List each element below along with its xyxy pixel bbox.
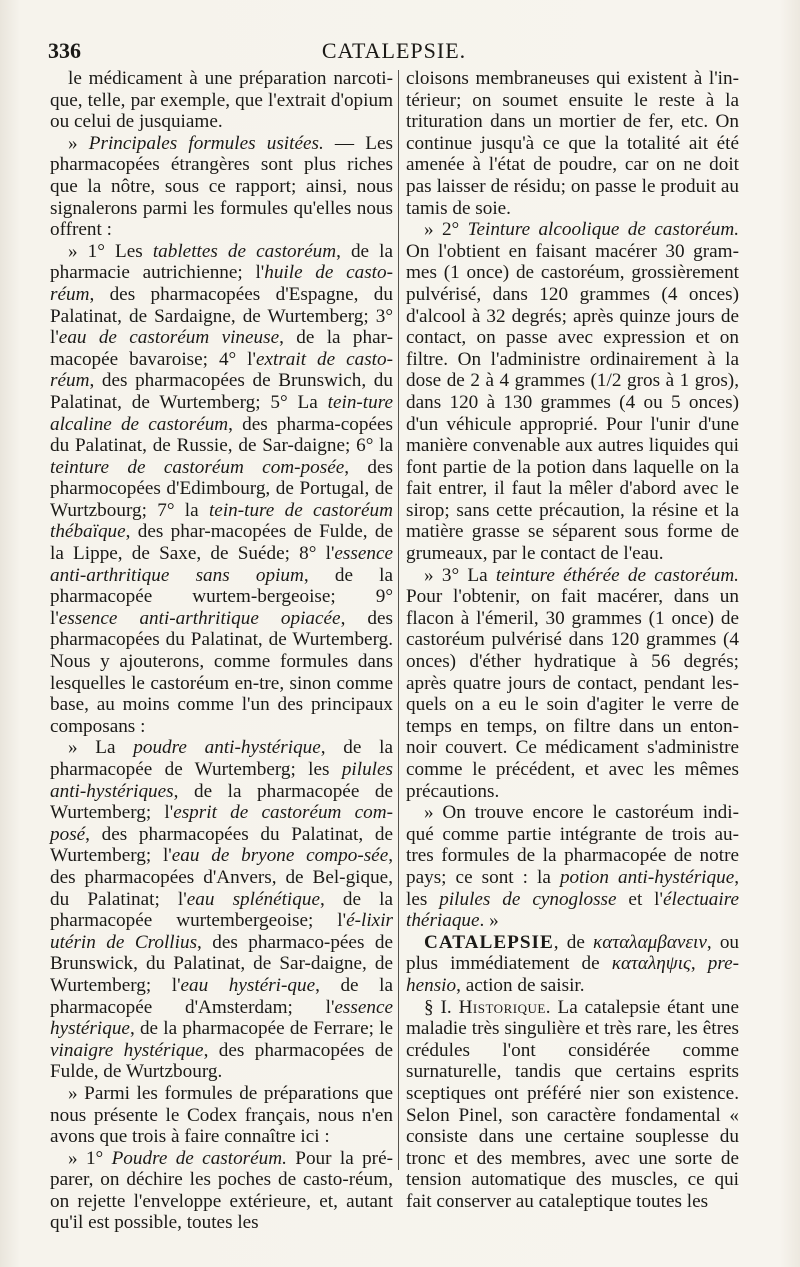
italic-term: essence anti-arthritique sans opium [50, 543, 393, 586]
text-run: , des pharmocopées d'Edimbourg, de Portugal, de Wurtzbourg; 7° la [50, 456, 393, 521]
text-run: » 1° Les [68, 240, 153, 262]
text-run: , de la pharmacopée wurtembergeoise; l' [50, 888, 393, 932]
column-divider [398, 70, 399, 1170]
text-run: , des pharmacopées de Fulde, de Wurtzbourg. [50, 1039, 393, 1083]
italic-term: Principales formules usitées. [88, 132, 324, 154]
text-run: — Les pharmacopées étrangères sont plus riches que la nôtre, sous ce rapport; ainsi, nous signalerons parmi les formules qu'elles nous offrent : [50, 132, 393, 241]
italic-term: eau de castoréum vineuse [58, 327, 280, 349]
text-run: , des pharmacopées du Palatinat, de Wurtemberg; l' [50, 823, 393, 867]
italic-term: vinaigre hystérique [50, 1039, 204, 1061]
italic-term: huile de casto-réum [50, 262, 393, 305]
text-run: , des phar-macopées de Fulde, de la Lippe, de Saxe, de Suéde; 8° l' [50, 521, 393, 565]
italic-term: essence hystérique [50, 996, 393, 1040]
italic-term: καταληψις [611, 953, 691, 975]
text-run: le médicament à une préparation narcoti-que, telle, par exemple, que l'extrait d'opium ou celui de jusquiame. [50, 68, 393, 133]
italic-term: tein-ture alcaline de castoréum [50, 391, 393, 435]
paragraph-p2 [50, 133, 393, 241]
text-run: , des pharmaco-pées de Brunswick, du Palatinat, de Sar-daigne, de Wurtemberg; l' [50, 931, 393, 996]
text-run: » 3° La [424, 564, 496, 586]
page-header [48, 38, 740, 68]
text-run: cloisons membraneuses qui existent à l'in-térieur; on soumet ensuite le reste à la trituration dans un mortier de fer, etc. On continue jusqu'à ce que la totalité ait été amenée à l'état de poudre, car on ne doit pas laisser de résidu; on passe le produit au tamis de soie. [406, 68, 739, 219]
italic-term: poudre anti-hystérique [133, 737, 321, 759]
right-column [406, 68, 739, 1212]
text-run: , des pharmacopées d'Espagne, du Palatinat, de Sardaigne, de Wurtemberg; 3° l' [50, 283, 393, 349]
text-run: , des pharmacopées de Brunswich, du Palatinat, de Wurtemberg; 5° La [50, 370, 393, 413]
text-run: , des pharmacopées du Palatinat, de Wurtemberg. Nous y ajouterons, comme formules dans lesquelles le castoréum en-tre, sinon comme base, au moins comme l'un des principaux composans : [50, 607, 393, 737]
italic-term: καταλαμβανειν [593, 931, 707, 953]
text-run: et l' [616, 888, 663, 910]
italic-term: pilules anti-hystériques [50, 759, 393, 802]
text-run: , de la phar-macopée bavaroise; 4° l' [50, 327, 393, 370]
italic-term: eau splénétique [186, 888, 320, 910]
paragraph-p10 [406, 802, 739, 932]
text-run: On l'obtient en faisant macérer 30 gram-mes (1 once) de castoréum, grossièrement pulvérisé, dans 120 grammes (4 onces) d'alcool à 32 degrés; après quinze jours de contact, on passe avec expression et on filtre. On l'administre ordinairement à la dose de 2 à 4 grammes (1/2 gros à 1 gros), dans 120 à 130 grammes (4 ou 5 onces) d'un véhicule approprié. Pour l'unir d'une manière convenable aux autres liquides qui font partie de la potion dans laquelle on la fait entrer, il faut la mêler d'abord avec le sirop; sans cette précaution, la résine et la matière grasse se séparent sous forme de grumeaux, par le contact de l'eau. [406, 240, 739, 565]
text-run: , de la pharmacopée de Ferrare; le [129, 1018, 393, 1040]
paragraph-p9 [406, 565, 739, 803]
paragraph-p11 [406, 932, 739, 997]
italic-term: Teinture alcoolique de castoréum. [467, 219, 739, 241]
text-run: , des pharma-copées du Palatinat, de Russie, de Sar-daigne; 6° la [50, 413, 393, 457]
italic-term: pilules de cynoglosse [439, 888, 617, 910]
italic-term: Poudre de castoréum. [111, 1147, 287, 1169]
italic-term: tablettes de castoréum [152, 240, 337, 262]
running-title: CATALEPSIE. [321, 38, 467, 63]
text-run: , de la pharmacopée de Wurtemberg; l' [50, 780, 393, 824]
text-run: , de [553, 931, 594, 953]
text-run: » La [68, 737, 134, 759]
paragraph-p3 [50, 241, 393, 738]
text-run: » 1° [68, 1147, 112, 1169]
text-run: , [690, 953, 708, 975]
paragraph-p8 [406, 219, 739, 565]
text-run: » Parmi les formules de préparations que nous présente le Codex français, nous n'en avons que trois à faire connaître ici : [50, 1082, 393, 1148]
italic-term: extrait de casto-réum [50, 348, 393, 392]
text-run: , de la pharmacopée d'Amsterdam; l' [50, 974, 393, 1018]
italic-term: é-lixir utérin de Crollius [50, 910, 393, 953]
text-run: Pour la pré-parer, on déchire les poches de casto-réum, on rejette l'enveloppe extérieure, et, autant qu'il est possible, toutes les [50, 1147, 393, 1234]
italic-term: teinture éthérée de castoréum. [495, 564, 739, 586]
italic-term: essence anti-arthritique opiacée [58, 607, 341, 629]
paragraph-p6 [50, 1148, 393, 1234]
text-run: , ou plus immédiatement de [406, 931, 739, 975]
text-run: , action de saisir. [456, 974, 585, 996]
text-run: § I. [424, 996, 459, 1018]
text-run: , les [406, 866, 740, 910]
italic-term: pre-hensio [406, 953, 740, 996]
italic-term: électuaire thériaque [406, 888, 739, 932]
text-run: , des pharmacopées d'Anvers, de Bel-gique, du Palatinat; l' [50, 845, 394, 910]
text-run: . La catalepsie étant une maladie très singulière et très rare, les êtres crédules l'ont considérée comme surnaturelle, tandis que certains esprits sceptiques ont préféré nier son existence. Selon Pinel, son caractère fondamental « consiste dans une certaine souplesse du tronc et des membres, avec une sorte de tension automatique des muscles, ce qui fait conserver au cataleptique toutes les [406, 996, 739, 1212]
italic-term: potion anti-hystérique [559, 866, 735, 888]
paragraph-p12 [406, 997, 739, 1213]
italic-term: eau de bryone compo-sée [171, 845, 389, 867]
italic-term: eau hystéri-que [180, 974, 316, 996]
text-run: Pour l'obtenir, on fait macérer, dans un flacon à l'émeril, 30 grammes (1 once) de castoréum pulvérisé dans 120 grammes (4 onces) d'éther hydratique à 56 degrés; après quatre jours de contact, pendant les-quels on a eu le soin d'agiter le verre de temps en temps, on filtre dans un enton-noir couvert. Ce médicament s'administre comme le précédent, et avec les mêmes précautions. [406, 586, 739, 802]
left-column [50, 68, 393, 1234]
italic-term: esprit de castoréum com-posé [50, 802, 394, 845]
text-run: » [68, 132, 89, 154]
section-heading: Historique [458, 996, 546, 1018]
paragraph-p5 [50, 1083, 393, 1148]
text-run: , de la pharmacopée de Wurtemberg; les [50, 737, 393, 780]
italic-term: teinture de castoréum com-posée [50, 456, 345, 478]
italic-term: tein-ture de castoréum thébaïque [50, 499, 393, 543]
paragraph-p1 [50, 68, 393, 133]
headword: CATALEPSIE [424, 931, 554, 953]
paragraph-p4 [50, 737, 393, 1083]
text-run: » 2° [424, 219, 468, 241]
page-number: 336 [48, 38, 81, 63]
text-run: » On trouve encore le castoréum indi-qué comme partie intégrante de trois au-tres formules de la pharmacopée de notre pays; ce sont : la [406, 802, 739, 888]
text-run: . » [479, 910, 499, 932]
text-run: , de la pharmacopée wurtem-bergeoise; 9° l' [50, 564, 393, 629]
paragraph-p7 [406, 68, 739, 219]
text-run: , de la pharmacie autrichienne; l' [50, 240, 393, 284]
